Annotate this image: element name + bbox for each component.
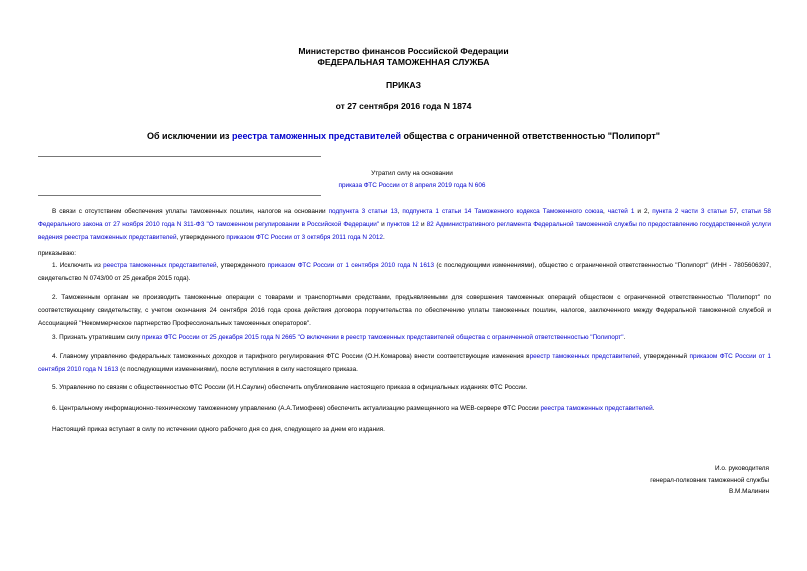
item-3-text: 3. Признать утратившим силу xyxy=(52,334,143,341)
preamble-text: , утвержденного xyxy=(176,233,227,241)
preamble-link-5[interactable]: статьи 58 Федерального закона от 27 ноября 2010 года N 311-ФЗ "О таможенном регулировании в Российской Федерации" xyxy=(38,208,771,228)
item-6 xyxy=(38,403,771,416)
preamble-text: , xyxy=(736,208,742,215)
preamble-link-7[interactable]: 82 Административного регламента Федеральной таможенной службы по предоставлению государственной услуги ведения реестра таможенных представителей xyxy=(38,220,771,241)
status-note-text: Утратил силу на основании xyxy=(371,170,453,177)
title-text-end: общества с ограниченной ответственностью "Полипорт" xyxy=(401,131,661,141)
item-3-text: . xyxy=(623,334,626,341)
item-4 xyxy=(38,351,771,377)
preamble-link-2[interactable]: подпункта 1 статьи 14 Таможенного кодекса Таможенного союза xyxy=(402,208,604,215)
preamble-text: , xyxy=(397,208,403,215)
item-4-text: 4. Главному управлению федеральных таможенных доходов и тарифного регулирования ФТС России (О.Н.Комарова) внести соответствующие изменения в xyxy=(52,353,530,360)
item-3-order-link[interactable]: приказ ФТС России от 25 декабря 2015 года N 2665 "О включении в реестр таможенных представителей общества с ограниченной ответственностью "Полипорт" xyxy=(142,334,624,341)
status-note xyxy=(300,168,524,192)
item-1-registry-link[interactable]: реестра таможенных представителей xyxy=(103,262,217,269)
status-note-link[interactable]: приказа ФТС России от 8 апреля 2019 года N 606 xyxy=(338,182,486,189)
item-4-order-link[interactable]: приказом ФТС России от 1 сентября 2010 года N 1613 xyxy=(38,353,771,373)
title-registry-link[interactable]: реестра таможенных представителей xyxy=(232,131,402,141)
preamble-text: В связи с отсутствием обеспечения уплаты таможенных пошлин, налогов на основании xyxy=(52,208,329,215)
item-3 xyxy=(38,332,771,345)
item-4-registry-link[interactable]: реестр таможенных представителей xyxy=(529,353,640,360)
title-text: Об исключении из xyxy=(146,131,232,141)
item-4-text: (с последующими изменениями), после вступления в силу настоящего приказа. xyxy=(118,365,358,373)
ministry-name: Министерство финансов Российской Федерации xyxy=(298,46,509,56)
final-paragraph: Настоящий приказ вступает в силу по истечении одного рабочего дня со дня, следующего за днем его издания. xyxy=(52,426,385,433)
document-type: ПРИКАЗ xyxy=(386,80,421,90)
preamble-link-3[interactable]: частей 1 xyxy=(607,208,635,215)
item-2: 2. Таможенным органам не производить таможенные операции с товарами и транспортными средствами, предъявляемыми для совершения таможенных операций обществом с ограниченной ответственностью "Полипорт" по соответствующему свидетельству, с учетом окончания 24 сентября 2016 года срока действия договора поручительства по обеспечению уплаты таможенных пошлин, налогов, заключенного между Федеральной таможенной службой и Ассоциацией "Некоммерческое партнерство Профессиональных таможенных операторов". xyxy=(38,294,771,327)
document-date-number: от 27 сентября 2016 года N 1874 xyxy=(335,101,472,111)
item-5: 5. Управлению по связям с общественностью ФТС России (И.Н.Саулин) обеспечить опубликование настоящего приказа в официальных изданиях ФТС России. xyxy=(52,384,528,391)
item-4-text: , утвержденный xyxy=(639,353,690,360)
item-6-registry-link[interactable]: реестра таможенных представителей xyxy=(540,405,653,412)
signature-block xyxy=(650,463,769,498)
document-title xyxy=(0,131,807,141)
item-6-text: 6. Центральному информационно-техническому таможенному управлению (А.А.Тимофеев) обеспечить актуализацию размещенного на WEB-сервере ФТС России xyxy=(52,405,541,412)
item-1-text: , утвержденного xyxy=(216,262,268,269)
item-6-text: . xyxy=(652,405,655,412)
preamble-paragraph xyxy=(38,206,771,244)
service-name: ФЕДЕРАЛЬНАЯ ТАМОЖЕННАЯ СЛУЖБА xyxy=(317,57,490,67)
item-1 xyxy=(38,260,771,286)
preamble-link-4[interactable]: пункта 2 части 3 статьи 57 xyxy=(652,208,737,215)
signature-rank: генерал-полковник таможенной службы xyxy=(650,476,769,484)
preamble-link-6[interactable]: пунктов 12 xyxy=(386,220,419,228)
preamble-text: . xyxy=(382,233,385,241)
preamble-text: и 2, xyxy=(634,208,653,215)
preamble-link-8[interactable]: приказом ФТС России от 3 октября 2011 года N 2012 xyxy=(226,233,383,241)
order-word: приказываю: xyxy=(38,250,76,257)
preamble-text: и xyxy=(379,220,387,228)
preamble-text: , xyxy=(603,208,608,215)
preamble-text: и xyxy=(418,220,427,228)
signature-name: В.М.Малинин xyxy=(728,488,769,495)
signature-role: И.о. руководителя xyxy=(715,465,769,472)
separator-top xyxy=(38,156,321,157)
separator-bottom xyxy=(38,195,321,196)
preamble-link-1[interactable]: подпункта 3 статьи 13 xyxy=(328,208,398,215)
item-1-text: 1. Исключить из xyxy=(52,262,104,269)
item-1-order-link[interactable]: приказом ФТС России от 1 сентября 2010 года N 1613 xyxy=(267,262,435,269)
item-1-text: (с последующими изменениями), общество с ограниченной ответственностью "Полипорт" (ИНН - 7805606397, свидетельство N 0743/00 от 25 декабря 2015 года). xyxy=(38,262,771,282)
